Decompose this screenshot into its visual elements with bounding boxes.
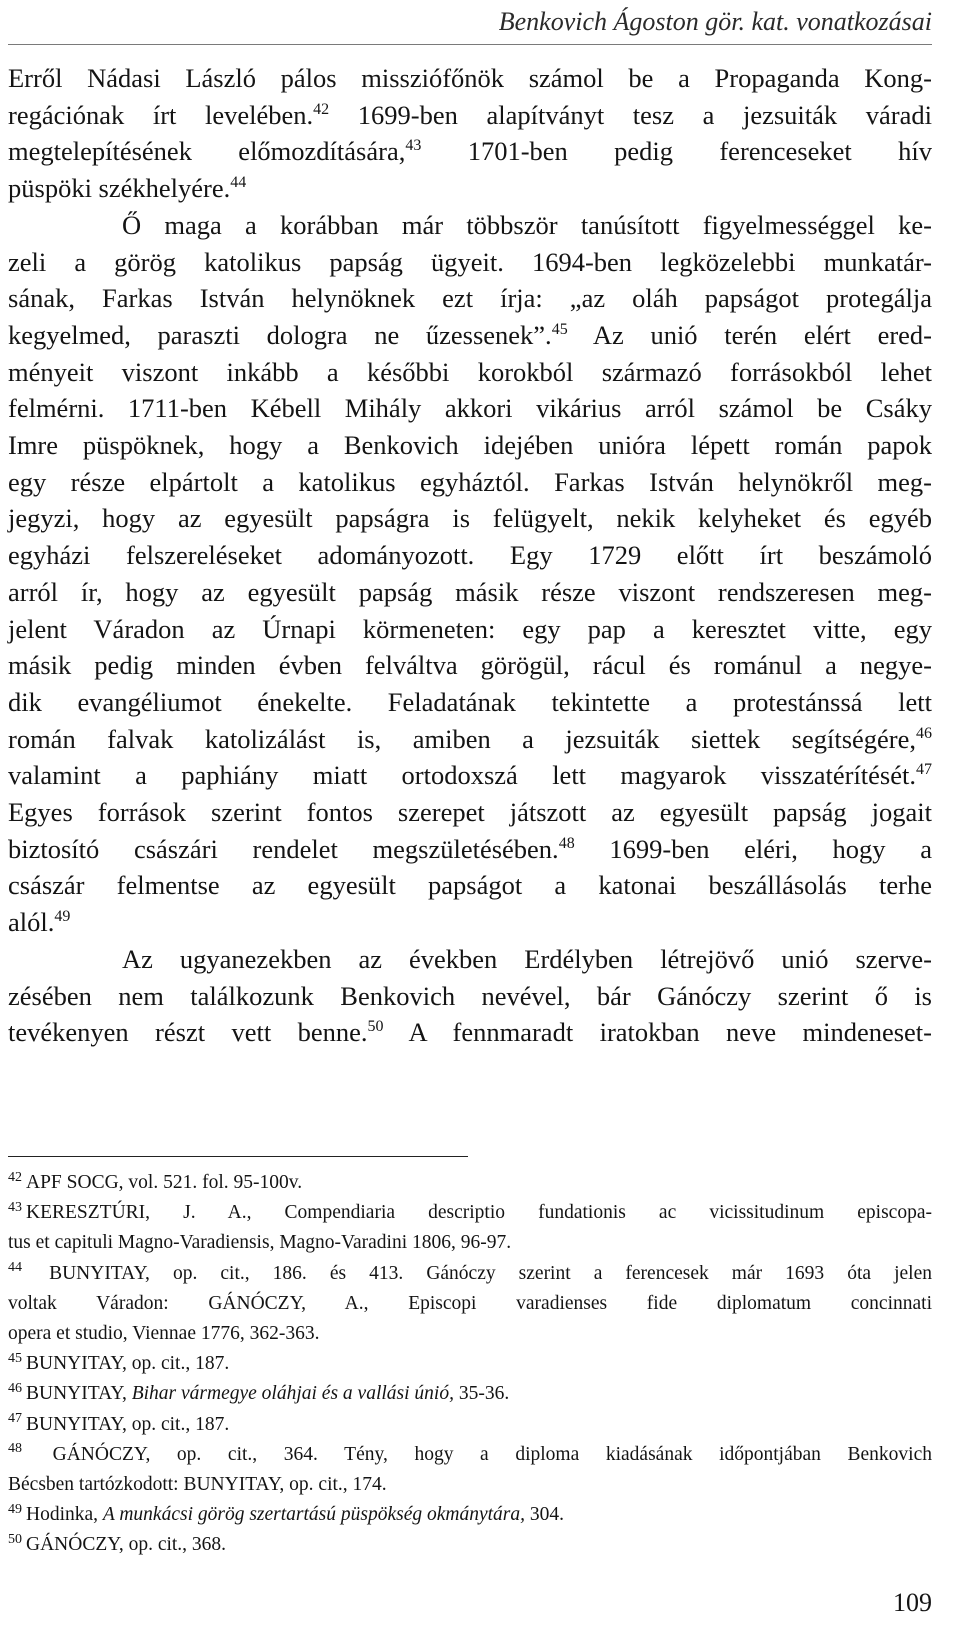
- footnote-44-cont: opera et studio, Viennae 1776, 362-363.: [8, 1323, 320, 1345]
- text-line: Ő maga a korábban már többször tanúsított figyelmességgel ke-: [122, 209, 932, 240]
- text-line: jelent Váradon az Úrnapi körmeneten: egy pap a keresztet vitte, egy: [8, 613, 932, 644]
- footnote-48-cont: Bécsben tartózkodott: BUNYITAY, op. cit., 174.: [8, 1474, 387, 1496]
- text-line: zeli a görög katolikus papság ügyeit. 1694-ben legközelebbi munkatár-: [8, 246, 932, 277]
- text-line: valamint a paphiány miatt ortodoxszá lett magyarok visszatérítését.$^{47}$: [8, 760, 932, 791]
- text-line: jegyzi, hogy az egyesült papságra is felügyelt, nekik kelyheket és egyéb: [8, 503, 932, 534]
- text-line: Egyes források szerint fontos szerepet játszott az egyesült papság jogait: [8, 797, 932, 828]
- footnote-46: $^{46}$ BUNYITAY, Bihar vármegye oláhjai és a vallási únió, 35-36.: [8, 1380, 510, 1405]
- footnote-43: $^{43}$ KERESZTÚRI, J. A., Compendiaria descriptio fundationis ac vicissitudinum episcopa-: [8, 1199, 932, 1224]
- footnote-number: 49: [8, 1501, 22, 1517]
- text-line: Erről Nádasi László pálos missziófőnök számol be a Propaganda Kong-: [8, 63, 932, 93]
- text-line: egy része elpártolt a katolikus egyháztól. Farkas István helynökről meg-: [8, 466, 932, 497]
- text-line: megtelepítésének előmozdítására,$^{43}$ 1701-ben pedig ferenceseket hív: [8, 136, 932, 167]
- footnote-number: 44: [8, 1260, 22, 1276]
- text-line: egyházi felszereléseket adományozott. Egy 1729 előtt írt beszámoló: [8, 540, 932, 571]
- text-line: arról ír, hogy az egyesült papság másik része viszont rendszeresen meg-: [8, 576, 932, 607]
- footnote-45: $^{45}$ BUNYITAY, op. cit., 187.: [8, 1350, 230, 1375]
- footnote-rule: [8, 1156, 468, 1157]
- text-line: alól.$^{49}$: [8, 907, 71, 938]
- text-line: tevékenyen részt vett benne.$^{50}$ A fennmaradt iratokban neve mindeneset-: [8, 1017, 932, 1048]
- footnote-number: 42: [8, 1169, 22, 1185]
- footnote-ref[interactable]: 50: [367, 1018, 384, 1036]
- text-line: román falvak katolizálást is, amiben a jezsuiták siettek segítségére,$^{46}$: [8, 723, 932, 754]
- footnote-ref[interactable]: 43: [405, 137, 422, 155]
- footnote-number: 45: [8, 1350, 22, 1366]
- footnote-50: $^{50}$ GÁNÓCZY, op. cit., 368.: [8, 1531, 227, 1556]
- footnote-ref[interactable]: 49: [54, 908, 71, 926]
- text-line: Imre püspöknek, hogy a Benkovich idejében unióra lépett román papok: [8, 430, 932, 461]
- footnote-44: $^{44}$ BUNYITAY, op. cit., 186. és 413. Gánóczy szerint a ferencesek már 1693 óta jelen: [8, 1260, 933, 1284]
- footnotes: [8, 1168, 932, 1561]
- text-line: dik evangéliumot énekelte. Feladatának tekintette a protestánssá lett: [8, 686, 932, 717]
- footnote-ref[interactable]: 48: [558, 834, 575, 852]
- footnote-number: 48: [8, 1441, 22, 1457]
- footnote-49: $^{49}$ Hodinka, A munkácsi görög szertartású püspökség okmánytára, 304.: [8, 1501, 565, 1526]
- footnote-ref[interactable]: 45: [551, 321, 568, 339]
- text-line: regációnak írt levelében.$^{42}$ 1699-ben alapítványt tesz a jezsuiták váradi: [8, 99, 932, 130]
- footnote-number: 50: [8, 1531, 22, 1547]
- header-rule: [8, 44, 932, 45]
- footnote-44-cont: voltak Váradon: GÁNÓCZY, A., Episcopi varadienses fide diplomatum concinnati: [8, 1292, 932, 1314]
- footnote-number: 47: [8, 1411, 22, 1427]
- text-line: Az ugyanezekben az években Erdélyben létrejövő unió szerve-: [122, 943, 932, 974]
- footnote-ref[interactable]: 44: [230, 174, 247, 192]
- running-head: Benkovich Ágoston gör. kat. vonatkozásai: [498, 7, 932, 36]
- text-line: sának, Farkas István helynöknek ezt írja: „az oláh papságot protegálja: [8, 283, 932, 314]
- footnote-ref[interactable]: 47: [916, 761, 932, 779]
- text-line: püspöki székhelyére.$^{44}$: [8, 173, 247, 204]
- page-number: 109: [893, 1588, 932, 1617]
- footnote-48: $^{48}$ GÁNÓCZY, op. cit., 364. Tény, hogy a diploma kiadásának időpontjában Benkovich: [8, 1441, 933, 1465]
- main-text: [8, 60, 932, 1051]
- text-line: másik pedig minden évben felváltva görögül, rácul és románul a negye-: [8, 650, 932, 681]
- text-line: biztosító császári rendelet megszületésében.$^{48}$ 1699-ben eléri, hogy a: [8, 833, 932, 864]
- footnote-number: 46: [8, 1380, 22, 1396]
- footnote-47: $^{47}$ BUNYITAY, op. cit., 187.: [8, 1411, 230, 1435]
- text-line: ményeit viszont inkább a későbbi korokból származó forrásokból lehet: [8, 356, 932, 387]
- text-line: császár felmentse az egyesült papságot a katonai beszállásolás terhe: [8, 870, 932, 901]
- text-line: zésében nem találkozunk Benkovich nevével, bár Gánóczy szerint ő is: [8, 980, 932, 1011]
- text-line: kegyelmed, paraszti dologra ne űzessenek”.$^{45}$ Az unió terén elért ered-: [8, 319, 932, 350]
- footnote-42: $^{42}$ APF SOCG, vol. 521. fol. 95-100v.: [8, 1169, 303, 1193]
- footnote-number: 43: [8, 1199, 22, 1215]
- footnote-ref[interactable]: 46: [916, 724, 932, 742]
- footnote-43-cont: tus et capituli Magno-Varadiensis, Magno-Varadini 1806, 96-97.: [8, 1232, 512, 1254]
- footnote-ref[interactable]: 42: [313, 100, 330, 118]
- text-line: felmérni. 1711-ben Kébell Mihály akkori vikárius arról számol be Csáky: [8, 393, 932, 424]
